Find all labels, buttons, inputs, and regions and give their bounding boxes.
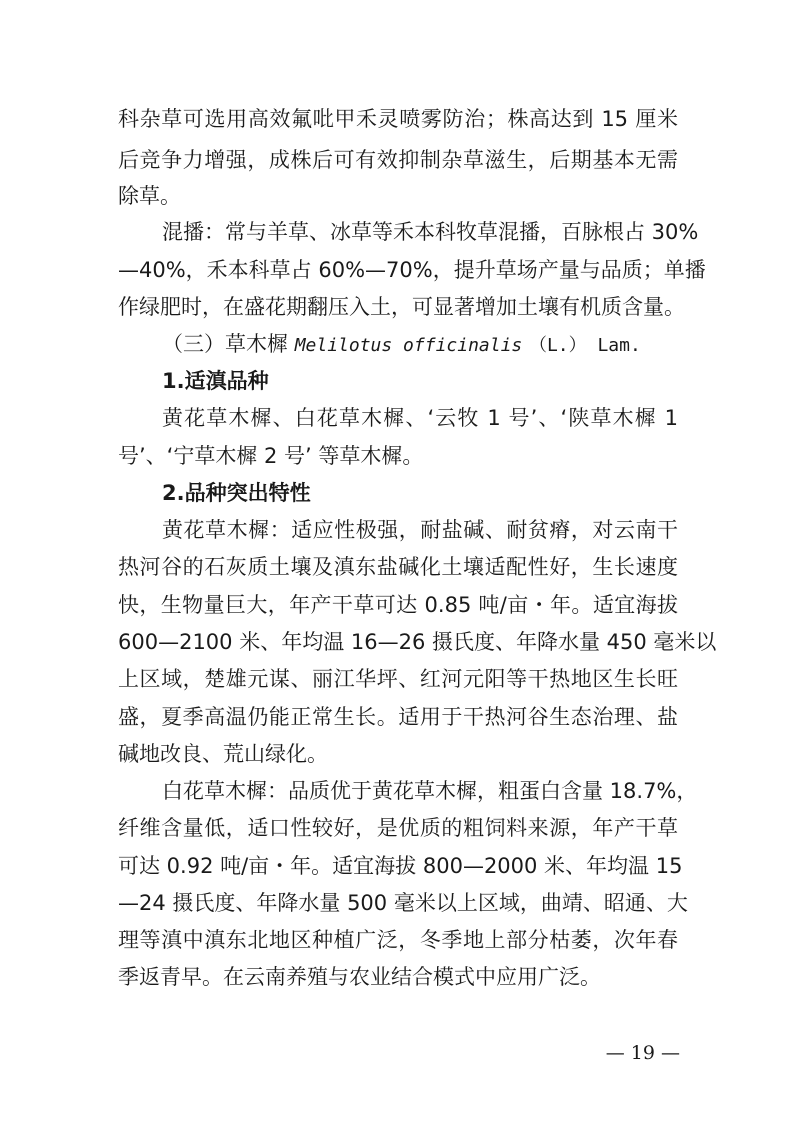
page-number: — 19 — [605,1042,680,1064]
text-line: 混播：常与羊草、冰草等禾本科牧草混播，百脉根占 30% [162,220,699,244]
text-line: 纤维含量低，适口性较好，是优质的粗饲料来源，年产干草 [118,816,678,840]
text-line: 碱地改良、荒山绿化。 [118,742,328,766]
section-heading [162,324,678,364]
text-line: 号’、‘宁草木樨 2 号’ 等草木樨。 [118,444,424,468]
text-line: —24 摄氏度、年降水量 500 毫米以上区域，曲靖、昭通、大 [118,891,688,915]
authority: （L.） Lam. [528,335,641,356]
latin-name: Melilotus officinalis [294,335,523,356]
text-line: 盛，夏季高温仍能正常生长。适用于干热河谷生态治理、盐 [118,705,678,729]
text-line: 除草。 [118,184,181,208]
text-line: 600—2100 米、年均温 16—26 摄氏度、年降水量 450 毫米以 [118,630,717,654]
text-line: —40%，禾本科草占 60%—70%，提升草场产量与品质；单播 [118,258,706,282]
subheading-traits: 2.品种突出特性 [162,481,311,505]
text-line: 热河谷的石灰质土壤及滇东盐碱化土壤适配性好，生长速度 [118,555,678,579]
text-line: 后竞争力增强，成株后可有效抑制杂草滋生，后期基本无需 [118,148,678,172]
text-line: 理等滇中滇东北地区种植广泛，冬季地上部分枯萎，次年春 [118,928,678,952]
section-label: （三）草木樨 [162,332,288,356]
text-line: 科杂草可选用高效氟吡甲禾灵喷雾防治；株高达到 15 厘米 [118,107,678,131]
text-line: 季返青早。在云南养殖与农业结合模式中应用广泛。 [118,965,601,989]
text-line: 上区域，楚雄元谋、丽江华坪、红河元阳等干热地区生长旺 [118,667,678,691]
text-line: 黄花草木樨：适应性极强，耐盐碱、耐贫瘠，对云南干 [162,518,678,542]
text-line: 白花草木樨：品质优于黄花草木樨，粗蛋白含量 18.7%， [162,779,698,803]
subheading-varieties: 1.适滇品种 [162,369,269,393]
text-line: 黄花草木樨、白花草木樨、‘云牧 1 号’、‘陕草木樨 1 [162,406,678,430]
text-line: 可达 0.92 吨/亩・年。适宜海拔 800—2000 米、年均温 15 [118,854,683,878]
text-line: 作绿肥时，在盛花期翻压入土，可显著增加土壤有机质含量。 [118,295,685,319]
text-line: 快，生物量巨大，年产干草可达 0.85 吨/亩・年。适宜海拔 [118,593,678,617]
